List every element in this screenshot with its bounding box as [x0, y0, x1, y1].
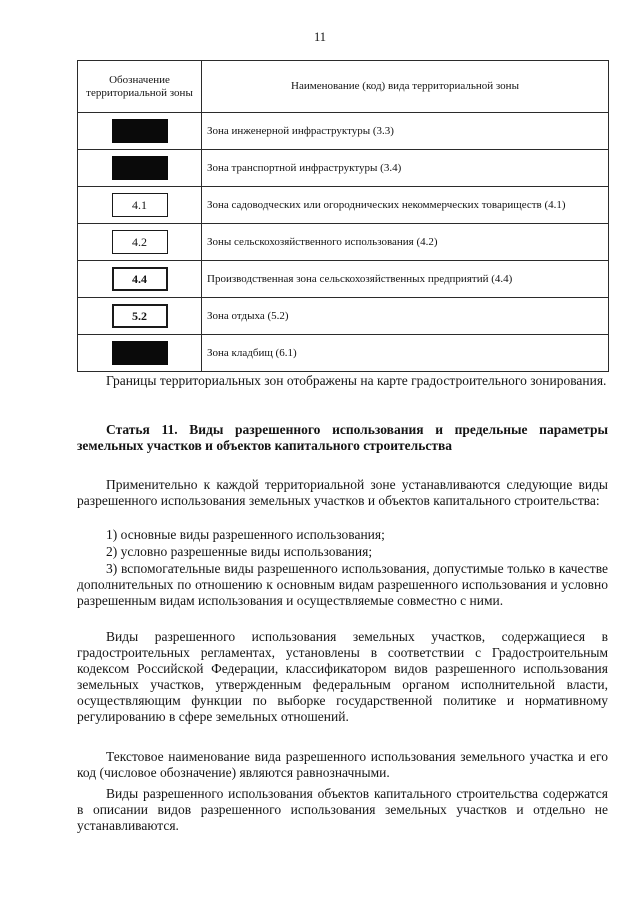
- zone-symbol-cell: [78, 113, 202, 150]
- column-header-code: Обозначение территориальной зоны: [78, 61, 202, 113]
- paragraph-equivalence: Текстовое наименование вида разрешенного использования земельного участка и его код (числовое обозначение) являются равнозначными.: [77, 749, 608, 780]
- table-row: [78, 150, 609, 187]
- zone-symbol-cell: [78, 335, 202, 372]
- column-header-name: Наименование (код) вида территориальной зоны: [202, 61, 609, 113]
- zone-name-cell: Зона инженерной инфраструктуры (3.3): [202, 113, 609, 150]
- page-number: 11: [313, 30, 327, 44]
- list-item-3: 3) вспомогательные виды разрешенного использования, допустимые только в качестве дополнительных по отношению к основным видам разрешенного использования и условно разрешенным видам использования и осуществляемые совместно с ними.: [77, 561, 608, 608]
- zone-name-cell: Зона кладбищ (6.1): [202, 335, 609, 372]
- zone-symbol-box: 4.2: [112, 230, 168, 254]
- paragraph-capital-construction: Виды разрешенного использования объектов капитального строительства содержатся в описании видов разрешенного использования земельных участков и отдельно не устанавливаются.: [77, 786, 608, 833]
- zone-symbol-cell: [78, 261, 202, 298]
- zone-name-cell: Производственная зона сельскохозяйственных предприятий (4.4): [202, 261, 609, 298]
- list-item-2: 2) условно разрешенные виды использования;: [106, 544, 373, 559]
- article-heading: Статья 11. Виды разрешенного использования и предельные параметры земельных участков и объектов капитального строительства: [77, 422, 608, 453]
- list-item-1: 1) основные виды разрешенного использования;: [106, 527, 385, 542]
- zone-symbol-cell: [78, 298, 202, 335]
- zone-symbol-box: [112, 119, 168, 143]
- zone-symbol-box: 4.4: [112, 267, 168, 291]
- table-row: [78, 261, 609, 298]
- zone-name-cell: Зона транспортной инфраструктуры (3.4): [202, 150, 609, 187]
- zone-symbol-cell: [78, 150, 202, 187]
- table-row: [78, 298, 609, 335]
- table-row: [78, 224, 609, 261]
- paragraph-regulations: Виды разрешенного использования земельных участков, содержащиеся в градостроительных регламентах, установлены в соответствии с Градостроительным кодексом Российской Федерации, классификатором видов разрешенного использования земельных участков, утвержденным федеральным органом исполнительной власти, осуществляющим функции по выборке государственной политике и нормативному регулированию в сфере земельных отношений.: [77, 629, 608, 724]
- table-row: [78, 335, 609, 372]
- zone-name-cell: Зона отдыха (5.2): [202, 298, 609, 335]
- table-row: [78, 187, 609, 224]
- table-header-row: [78, 61, 609, 113]
- zones-legend-table: [77, 60, 609, 372]
- zone-name-cell: Зона садоводческих или огороднических некоммерческих товариществ (4.1): [202, 187, 609, 224]
- table-row: [78, 113, 609, 150]
- zone-symbol-box: [112, 341, 168, 365]
- zone-name-cell: Зоны сельскохозяйственного использования (4.2): [202, 224, 609, 261]
- paragraph-intro: Применительно к каждой территориальной зоне устанавливаются следующие виды разрешенного использования земельных участков и объектов капитального строительства:: [77, 477, 608, 508]
- zone-symbol-cell: [78, 224, 202, 261]
- zone-symbol-box: [112, 156, 168, 180]
- paragraph-zone-boundaries: Границы территориальных зон отображены на карте градостроительного зонирования.: [106, 373, 607, 388]
- zone-symbol-cell: [78, 187, 202, 224]
- zone-symbol-box: 4.1: [112, 193, 168, 217]
- zone-symbol-box: 5.2: [112, 304, 168, 328]
